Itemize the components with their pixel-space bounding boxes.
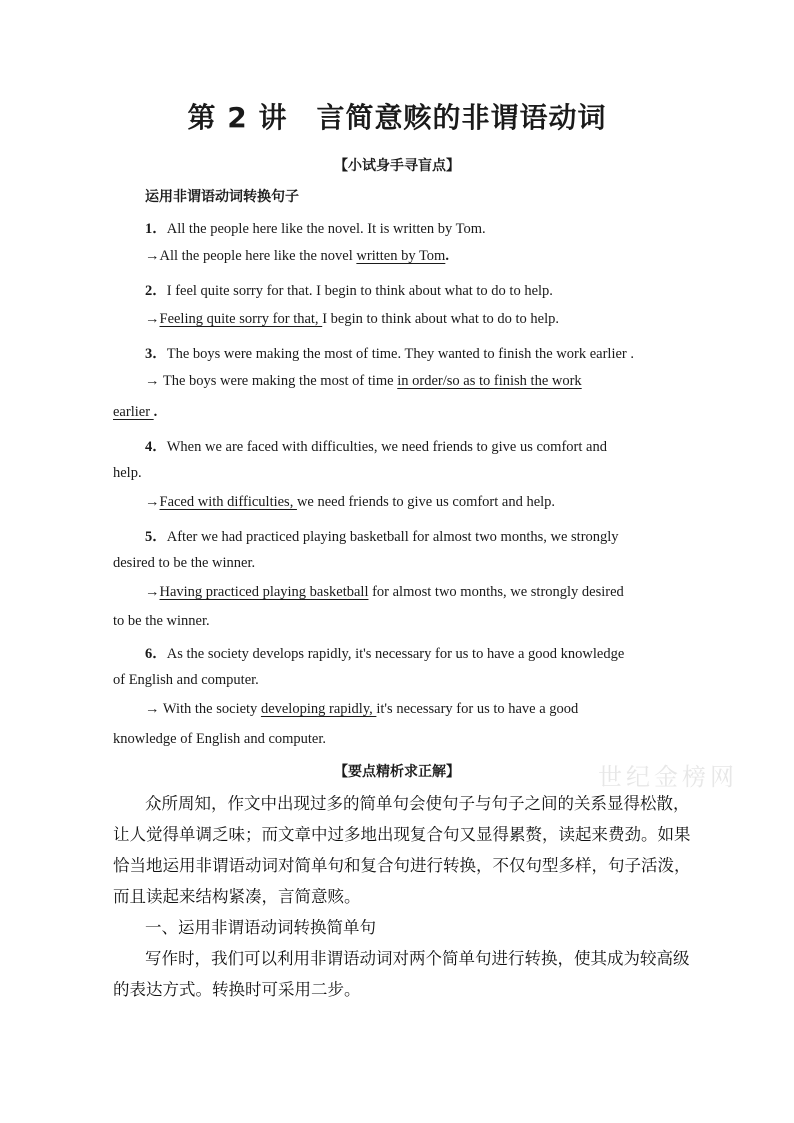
exercise-4-question: 4．When we are faced with difficulties, we need friends to give us comfort and: [145, 439, 607, 455]
exercise-3-answer-cont: earlier .: [113, 404, 158, 420]
section-heading-practice: 【小试身手寻盲点】: [334, 158, 460, 174]
section-heading-analysis: 【要点精析求正解】: [334, 764, 460, 780]
answer-blank: Feeling quite sorry for that,: [159, 311, 323, 327]
subsection-heading: 一、运用非谓语动词转换简单句: [145, 918, 376, 937]
exercise-4-answer: →Faced with difficulties, we need friends to give us comfort and help.: [145, 494, 556, 510]
exercise-3-question: 3．The boys were making the most of time. They wanted to finish the work earlier .: [145, 346, 634, 362]
exercise-2-answer: →Feeling quite sorry for that, I begin to think about what to do to help.: [145, 311, 559, 327]
exercise-5-question: 5．After we had practiced playing basketball for almost two months, we strongly: [145, 529, 619, 545]
watermark-logo: 世纪金榜网: [598, 763, 738, 791]
exercise-6-answer-cont: knowledge of English and computer.: [113, 731, 327, 747]
paragraph-2-line: 的表达方式。转换时可采用二步。: [113, 980, 361, 999]
exercise-5-answer: →Having practiced playing basketball for almost two months, we strongly desired: [145, 584, 624, 600]
exercise-5-answer-cont: to be the winner.: [113, 613, 210, 629]
answer-blank: Faced with difficulties,: [159, 494, 297, 510]
exercise-5-question-cont: desired to be the winner.: [113, 555, 256, 571]
paragraph-1-line: 恰当地运用非谓语动词对简单句和复合句进行转换，不仅句型多样，句子活泼，: [113, 856, 691, 875]
answer-blank: developing rapidly,: [260, 701, 377, 717]
paragraph-1-line: 众所周知，作文中出现过多的简单句会使句子与句子之间的关系显得松散，: [145, 794, 690, 813]
answer-blank: earlier: [113, 404, 154, 420]
exercise-1-question: 1．All the people here like the novel. It is written by Tom.: [145, 221, 486, 237]
exercise-3-answer: → The boys were making the most of time in order/so as to finish the work: [145, 373, 582, 389]
exercise-2-question: 2．I feel quite sorry for that. I begin to think about what to do to help.: [145, 283, 553, 299]
exercise-6-answer: → With the society developing rapidly, it's necessary for us to have a good: [145, 701, 579, 717]
exercise-4-question-cont: help.: [113, 465, 142, 481]
paragraph-1-line: 而且读起来结构紧凑，言简意赅。: [113, 887, 361, 906]
answer-blank: written by Tom: [356, 248, 446, 264]
paragraph-1-line: 让人觉得单调乏味；而文章中过多地出现复合句又显得累赘，读起来费劲。如果: [113, 825, 691, 844]
exercise-6-question-cont: of English and computer.: [113, 672, 259, 688]
answer-blank: in order/so as to finish the work: [397, 373, 582, 389]
answer-blank: Having practiced playing basketball: [159, 584, 369, 600]
exercise-heading: 运用非谓语动词转换句子: [145, 189, 299, 205]
paragraph-2-line: 写作时，我们可以利用非谓语动词对两个简单句进行转换，使其成为较高级: [145, 949, 690, 968]
lesson-title: 第 2 讲 言简意赅的非谓语动词: [187, 101, 607, 134]
exercise-1-answer: →All the people here like the novel written by Tom.: [145, 248, 449, 264]
exercise-6-question: 6．As the society develops rapidly, it's necessary for us to have a good knowledge: [145, 646, 625, 662]
